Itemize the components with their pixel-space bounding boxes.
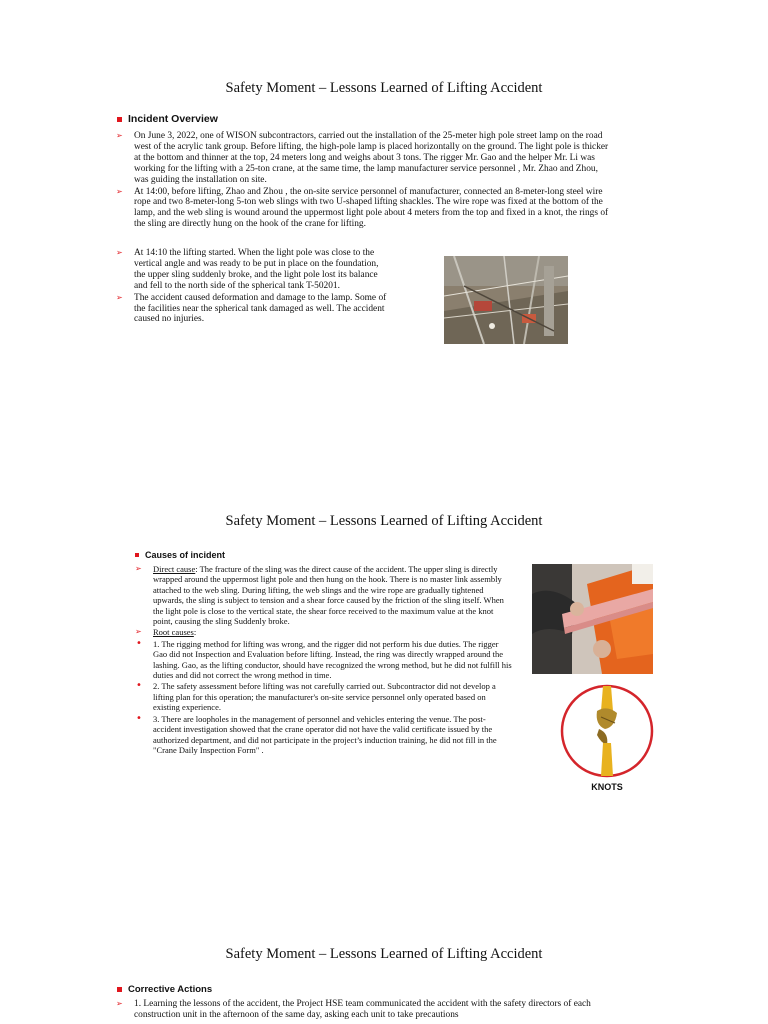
root-causes-label: Root causes [153,627,194,638]
slide1-section-heading [117,113,218,125]
arrow-bullet-icon: ➢ [116,292,123,302]
arrow-bullet-icon: ➢ [116,186,123,196]
accident-site-photo [444,256,568,344]
arrow-bullet-icon: ➢ [116,248,123,257]
slide1-title: Safety Moment – Lessons Learned of Lifting Accident [225,80,543,96]
slide2-bullets [135,564,513,756]
slide2-section-label: Causes of incident [145,550,226,560]
square-bullet-icon [135,553,139,557]
arrow-bullet-icon: ➢ [135,627,142,637]
slide3-title: Safety Moment – Lessons Learned of Lifting Accident [225,946,543,962]
slide1-bullets-narrow [116,248,392,326]
arrow-bullet-icon: ➢ [116,131,123,140]
slide3-section-heading [117,984,212,995]
list-item: • 3. There are loopholes in the management of personnel and vehicles entering the venue. The post-accident investigation showed that the crane operator did not have the valid certificate issued by the authorized department, and did not participate in the project’s induction training, he did not fill in the "Crane Daily Inspection Form" . [136,712,497,755]
list-item: • 1. The rigging method for lifting was wrong, and the rigger did not perform his due duties. The rigger Gao did not Inspection and Evaluation before lifting. Instead, the ring was directly wrapped around the lashing. Gao, as the lifting conductor, should have recognized the wrong method, but he did not fulfill his duties and did not correct the wrong method in time. [136,637,512,681]
arrow-bullet-icon: ➢ [135,564,142,573]
square-bullet-icon [117,117,122,122]
dot-bullet-icon: • [136,712,142,724]
slide3-section-label: Corrective Actions [128,984,213,995]
knots-diagram [557,683,657,798]
knots-label: KNOTS [591,782,623,792]
direct-cause-label: Direct cause [153,564,196,574]
list-item: • 2. The safety assessment before lifting was not carefully carried out. Subcontractor did not develop a lifting plan for this operation; the manufacturer's on-site service personnel only operated based on existing experience. [136,680,496,713]
dot-bullet-icon: • [136,637,142,649]
list-item: ➢ Root causes: [135,627,197,638]
slide1-section-label: Incident Overview [128,113,218,125]
dot-bullet-icon: • [136,680,142,692]
slide2-title: Safety Moment – Lessons Learned of Lifting Accident [225,513,543,529]
slide2-section-heading [135,550,225,560]
list-item: ➢ At 14:00, before lifting, Zhao and Zhou , the on-site service personnel of manufacturer, connected an 8-meter-long steel wire rope and two 8-meter-long 5-ton web slings with two U-shaped lifting shackles. The wire rope was fixed at the bottom of the lamp, and the web sling is wound around the uppermost light pole about 4 meters from the top and fixed in a knot, the rings of the sling are directly hung on the hook of the crane for lifting. [116,186,609,230]
list-item: ➢ The accident caused deformation and damage to the lamp. Some of the facilities near the spherical tank damaged as well. The accident caused no injuries. [116,292,387,325]
slide3-bullets [116,999,614,1022]
arrow-bullet-icon: ➢ [116,999,123,1008]
list-item: ➢ 1. Learning the lessons of the accident, the Project HSE team communicated the accident with the safety directors of each construction unit in the afternoon of the same day, asking each unit to take precautions [116,999,591,1020]
sling-inspection-photo [532,564,653,674]
list-item: ➢ On June 3, 2022, one of WISON subcontractors, carried out the installation of the 25-meter high pole street lamp on the road west of the acrylic tank group. Before lifting, the high-pole lamp is placed horizontally on the ground. The light pole is thicker at the bottom and thinner at the top, 24 meters long and weighs about 3 tons. The rigger Mr. Gao and the helper Mr. Li was working for the lifting with a 25-ton crane, at the same time, the lamp manufacturer service personnel , Mr. Zhao and Zhou, was guiding the installation on site. [116,131,609,185]
square-bullet-icon [117,987,122,992]
slide1-bullets-full [116,131,614,231]
list-item: ➢ At 14:10 the lifting started. When the light pole was close to the vertical angle and was ready to be put in place on the foundation, the upper sling suddenly broke, and the light pole lost its balance and fell to the north side of the spherical tank T-50201. [116,248,379,291]
list-item: ➢ Direct cause: The fracture of the sling was the direct cause of the accident. The upper sling is directly wrapped around the uppermost light pole and then hung on the hook. There is no master link assembly attached to the web sling. During lifting, the web slings and the wire rope are gradually tightened upwards, the sling is subject to tension and a shear force caused by the friction of the sling itself. When the light pole is close to the vertical state, the shear force received to the maximum value at the knot point, causing the sling Suddenly broke. [135,564,504,627]
